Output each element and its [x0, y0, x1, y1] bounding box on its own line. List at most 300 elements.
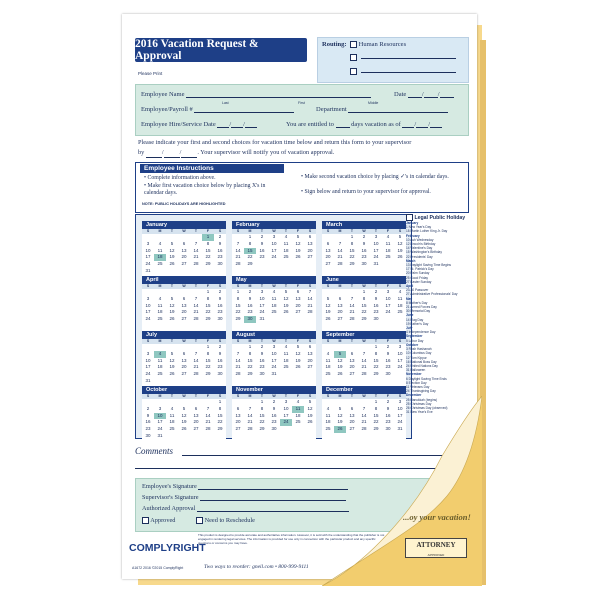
authorized-approval-field[interactable]: Authorized Approval — [142, 505, 349, 512]
calendar-day[interactable]: 26 — [169, 371, 175, 377]
calendar-day[interactable]: 23 — [259, 364, 265, 370]
calendar-day[interactable]: 10 — [385, 295, 391, 301]
calendar-day[interactable]: 8 — [206, 240, 210, 246]
calendar-day[interactable]: 4 — [284, 234, 288, 239]
calendar-day[interactable]: 10 — [145, 357, 151, 363]
calendar-day[interactable]: 27 — [307, 364, 313, 370]
calendar-day[interactable]: 16 — [385, 412, 391, 418]
calendar-day[interactable]: 19 — [325, 309, 331, 315]
calendar-day[interactable]: 1 — [202, 234, 214, 241]
calendar-day[interactable]: 26 — [337, 371, 343, 377]
calendar-day[interactable]: 27 — [337, 316, 343, 322]
calendar-day[interactable]: 26 — [295, 254, 301, 260]
calendar-day[interactable]: 18 — [397, 302, 403, 308]
calendar-day[interactable]: 4 — [284, 344, 288, 349]
calendar-day[interactable]: 27 — [181, 261, 187, 267]
calendar-day[interactable]: 7 — [248, 405, 252, 411]
calendar-day[interactable]: 8 — [236, 295, 240, 301]
calendar-day[interactable]: 30 — [259, 371, 265, 377]
calendar-day[interactable]: 13 — [181, 247, 187, 253]
calendar-day[interactable]: 2 — [218, 344, 222, 349]
calendar-day[interactable]: 3 — [272, 344, 276, 349]
calendar-day[interactable]: 7 — [350, 295, 354, 301]
calendar-day[interactable]: 12 — [169, 357, 175, 363]
calendar-day[interactable]: 21 — [193, 309, 199, 315]
calendar-day[interactable]: 8 — [362, 295, 366, 301]
calendar-day[interactable]: 10 — [271, 350, 277, 356]
calendar-day[interactable]: 26 — [283, 309, 289, 315]
calendar-day[interactable]: 10 — [271, 240, 277, 246]
calendar-day[interactable]: 21 — [235, 364, 241, 370]
calendar-day[interactable]: 27 — [181, 371, 187, 377]
calendar-day[interactable]: 8 — [374, 405, 378, 411]
calendar-day[interactable]: 28 — [361, 426, 367, 432]
calendar-day[interactable]: 6 — [350, 405, 354, 411]
calendar-day[interactable]: 12 — [325, 302, 331, 308]
calendar-day[interactable]: 22 — [373, 419, 379, 425]
calendar-day[interactable]: 22 — [235, 309, 241, 315]
calendar-day[interactable]: 8 — [374, 350, 378, 356]
calendar-day[interactable]: 6 — [308, 234, 312, 239]
calendar-day[interactable]: 4 — [398, 289, 402, 294]
calendar-day[interactable]: 25 — [283, 254, 289, 260]
calendar-day[interactable]: 27 — [349, 426, 355, 432]
calendar-day[interactable]: 18 — [157, 364, 163, 370]
calendar-day[interactable]: 13 — [349, 357, 355, 363]
calendar-day[interactable]: 24 — [157, 426, 163, 432]
calendar-day[interactable]: 28 — [247, 426, 253, 432]
calendar-day[interactable]: 13 — [181, 302, 187, 308]
calendar-day[interactable]: 3 — [146, 295, 150, 301]
calendar-day[interactable]: 18 — [325, 419, 331, 425]
calendar-day[interactable]: 16 — [217, 357, 223, 363]
calendar-day[interactable]: 22 — [217, 419, 223, 425]
calendar-day[interactable]: 13 — [295, 295, 301, 301]
calendar-day[interactable]: 5 — [398, 234, 402, 239]
calendar-day[interactable]: 5 — [296, 344, 300, 349]
calendar-day[interactable]: 2 — [218, 289, 222, 294]
calendar-day[interactable]: 30 — [217, 316, 223, 322]
calendar-day[interactable]: 19 — [169, 254, 175, 260]
calendar-day[interactable]: 25 — [169, 426, 175, 432]
calendar-day[interactable]: 29 — [247, 261, 253, 267]
calendar-day[interactable]: 28 — [337, 261, 343, 267]
calendar-day[interactable]: 8 — [206, 295, 210, 301]
calendar-day[interactable]: 29 — [205, 316, 211, 322]
calendar-day[interactable]: 4 — [158, 295, 162, 301]
calendar-day[interactable]: 18 — [283, 357, 289, 363]
calendar-day[interactable]: 24 — [145, 371, 151, 377]
calendar-day[interactable]: 28 — [193, 261, 199, 267]
calendar-day[interactable]: 20 — [193, 419, 199, 425]
calendar-day[interactable]: 16 — [259, 357, 265, 363]
calendar-day[interactable]: 17 — [397, 357, 403, 363]
calendar-day[interactable]: 4 — [170, 405, 174, 411]
calendar-day[interactable]: 27 — [307, 254, 313, 260]
routing-line-3[interactable] — [361, 72, 456, 73]
calendar-day[interactable]: 13 — [307, 240, 313, 246]
calendar-day[interactable]: 15 — [259, 412, 265, 418]
calendar-day[interactable]: 30 — [217, 261, 223, 267]
calendar-day[interactable]: 5 — [170, 240, 174, 246]
calendar-day[interactable]: 15 — [235, 302, 241, 308]
calendar-day[interactable]: 17 — [397, 412, 403, 418]
calendar-day[interactable]: 11 — [169, 412, 175, 418]
calendar-day[interactable]: 2 — [362, 234, 366, 239]
calendar-day[interactable]: 27 — [325, 261, 331, 267]
calendar-day[interactable]: 30 — [373, 316, 379, 322]
calendar-day[interactable]: 29 — [361, 316, 367, 322]
calendar-day[interactable]: 6 — [308, 344, 312, 349]
calendar-day[interactable]: 11 — [283, 350, 289, 356]
calendar-day[interactable]: 19 — [283, 302, 289, 308]
calendar-day[interactable]: 28 — [193, 371, 199, 377]
calendar-day[interactable]: 9 — [260, 240, 264, 246]
calendar-day[interactable]: 10 — [397, 350, 403, 356]
calendar-day[interactable]: 15 — [244, 248, 256, 255]
calendar-day[interactable]: 30 — [361, 261, 367, 267]
calendar-day[interactable]: 1 — [206, 344, 210, 349]
calendar-day[interactable]: 23 — [145, 426, 151, 432]
calendar-day[interactable]: 24 — [373, 254, 379, 260]
calendar-day[interactable]: 1 — [362, 289, 366, 294]
calendar-day[interactable]: 5 — [284, 289, 288, 294]
calendar-day[interactable]: 14 — [361, 412, 367, 418]
calendar-day[interactable]: 2 — [386, 399, 390, 404]
calendar-day[interactable]: 10 — [397, 405, 403, 411]
calendar-day[interactable]: 30 — [385, 426, 391, 432]
calendar-day[interactable]: 24 — [280, 419, 292, 426]
calendar-day[interactable]: 27 — [181, 316, 187, 322]
calendar-day[interactable]: 7 — [362, 405, 366, 411]
calendar-day[interactable]: 8 — [260, 405, 264, 411]
calendar-day[interactable]: 7 — [194, 240, 198, 246]
calendar-day[interactable]: 22 — [373, 364, 379, 370]
calendar-day[interactable]: 25 — [295, 419, 301, 425]
calendar-day[interactable]: 30 — [385, 371, 391, 377]
calendar-day[interactable]: 2 — [272, 399, 276, 404]
calendar-day[interactable]: 12 — [295, 240, 301, 246]
calendar-day[interactable]: 29 — [205, 371, 211, 377]
approved-checkbox[interactable] — [142, 517, 149, 524]
calendar-day[interactable]: 20 — [181, 364, 187, 370]
calendar-day[interactable]: 25 — [325, 371, 331, 377]
calendar-day[interactable]: 3 — [158, 405, 162, 411]
calendar-day[interactable]: 18 — [271, 302, 277, 308]
calendar-day[interactable]: 19 — [337, 419, 343, 425]
calendar-day[interactable]: 8 — [248, 240, 252, 246]
calendar-day[interactable]: 26 — [295, 364, 301, 370]
calendar-day[interactable]: 11 — [157, 302, 163, 308]
calendar-day[interactable]: 27 — [349, 371, 355, 377]
calendar-day[interactable]: 4 — [386, 234, 390, 239]
calendar-day[interactable]: 22 — [205, 254, 211, 260]
date-field[interactable]: Date / / — [394, 91, 454, 98]
calendar-day[interactable]: 20 — [349, 364, 355, 370]
calendar-day[interactable]: 29 — [217, 426, 223, 432]
calendar-day[interactable]: 26 — [334, 426, 346, 433]
return-day-input[interactable] — [164, 157, 180, 158]
calendar-day[interactable]: 21 — [349, 309, 355, 315]
calendar-day[interactable]: 16 — [271, 412, 277, 418]
calendar-day[interactable]: 15 — [205, 247, 211, 253]
calendar-day[interactable]: 9 — [374, 295, 378, 301]
calendar-day[interactable]: 17 — [385, 302, 391, 308]
calendar-day[interactable]: 10 — [154, 413, 166, 420]
calendar-day[interactable]: 11 — [292, 406, 304, 413]
calendar-day[interactable]: 21 — [193, 364, 199, 370]
calendar-day[interactable]: 28 — [193, 316, 199, 322]
calendar-day[interactable]: 26 — [181, 426, 187, 432]
calendar-day[interactable]: 28 — [361, 371, 367, 377]
calendar-day[interactable]: 25 — [157, 371, 163, 377]
hire-date-field[interactable]: Employee Hire/Service Date / / — [141, 121, 257, 128]
calendar-day[interactable]: 11 — [385, 240, 391, 246]
calendar-day[interactable]: 19 — [337, 364, 343, 370]
calendar-day[interactable]: 5 — [338, 405, 342, 411]
calendar-day[interactable]: 4 — [326, 350, 330, 356]
calendar-day[interactable]: 4 — [158, 240, 162, 246]
calendar-day[interactable]: 30 — [271, 426, 277, 432]
calendar-day[interactable]: 26 — [397, 254, 403, 260]
calendar-day[interactable]: 21 — [193, 254, 199, 260]
calendar-day[interactable]: 22 — [247, 364, 253, 370]
calendar-day[interactable]: 11 — [271, 295, 277, 301]
calendar-day[interactable]: 19 — [307, 412, 313, 418]
calendar-day[interactable]: 6 — [182, 350, 186, 356]
calendar-day[interactable]: 11 — [157, 357, 163, 363]
calendar-day[interactable]: 23 — [217, 364, 223, 370]
calendar-day[interactable]: 11 — [157, 247, 163, 253]
calendar-day[interactable]: 28 — [235, 371, 241, 377]
calendar-day[interactable]: 29 — [205, 261, 211, 267]
calendar-day[interactable]: 6 — [338, 295, 342, 301]
calendar-day[interactable]: 21 — [307, 302, 313, 308]
calendar-day[interactable]: 30 — [217, 371, 223, 377]
calendar-day[interactable]: 17 — [145, 254, 151, 260]
calendar-day[interactable]: 10 — [283, 405, 289, 411]
calendar-day[interactable]: 2 — [248, 289, 252, 294]
calendar-day[interactable]: 25 — [397, 309, 403, 315]
calendar-day[interactable]: 12 — [181, 412, 187, 418]
calendar-day[interactable]: 8 — [350, 240, 354, 246]
calendar-day[interactable]: 19 — [169, 364, 175, 370]
calendar-day[interactable]: 25 — [283, 364, 289, 370]
calendar-day[interactable]: 24 — [385, 309, 391, 315]
calendar-day[interactable]: 23 — [385, 364, 391, 370]
calendar-day[interactable]: 7 — [338, 240, 342, 246]
calendar-day[interactable]: 7 — [236, 350, 240, 356]
calendar-day[interactable]: 10 — [145, 247, 151, 253]
calendar-day[interactable]: 3 — [272, 234, 276, 239]
calendar-day[interactable]: 17 — [283, 412, 289, 418]
calendar-day[interactable]: 26 — [307, 419, 313, 425]
calendar-day[interactable]: 13 — [337, 302, 343, 308]
calendar-day[interactable]: 13 — [307, 350, 313, 356]
calendar-day[interactable]: 9 — [272, 405, 276, 411]
calendar-day[interactable]: 5 — [170, 350, 174, 356]
calendar-day[interactable]: 7 — [308, 289, 312, 294]
calendar-day[interactable]: 16 — [217, 247, 223, 253]
calendar-day[interactable]: 5 — [308, 399, 312, 404]
calendar-day[interactable]: 14 — [235, 357, 241, 363]
calendar-day[interactable]: 9 — [218, 240, 222, 246]
calendar-day[interactable]: 23 — [247, 309, 253, 315]
calendar-day[interactable]: 24 — [259, 309, 265, 315]
calendar-day[interactable]: 19 — [181, 419, 187, 425]
calendar-day[interactable]: 26 — [325, 316, 331, 322]
calendar-day[interactable]: 20 — [181, 309, 187, 315]
calendar-day[interactable]: 3 — [146, 240, 150, 246]
calendar-day[interactable]: 15 — [373, 357, 379, 363]
calendar-day[interactable]: 17 — [157, 419, 163, 425]
calendar-day[interactable]: 17 — [373, 247, 379, 253]
calendar-day[interactable]: 9 — [260, 350, 264, 356]
calendar-day[interactable]: 19 — [295, 247, 301, 253]
reschedule-option[interactable]: Need to Reschedule — [196, 517, 255, 524]
calendar-day[interactable]: 15 — [361, 302, 367, 308]
calendar-day[interactable]: 23 — [259, 254, 265, 260]
calendar-day[interactable]: 26 — [169, 316, 175, 322]
calendar-day[interactable]: 1 — [236, 289, 240, 294]
calendar-day[interactable]: 2 — [260, 344, 264, 349]
calendar-day[interactable]: 7 — [194, 295, 198, 301]
calendar-day[interactable]: 7 — [362, 350, 366, 356]
calendar-day[interactable]: 11 — [283, 240, 289, 246]
calendar-day[interactable]: 10 — [259, 295, 265, 301]
calendar-day[interactable]: 1 — [260, 399, 264, 404]
calendar-day[interactable]: 5 — [182, 405, 186, 411]
calendar-day[interactable]: 1 — [374, 344, 378, 349]
calendar-day[interactable]: 30 — [145, 433, 151, 438]
calendar-day[interactable]: 16 — [361, 247, 367, 253]
calendar-day[interactable]: 16 — [385, 357, 391, 363]
calendar-day[interactable]: 13 — [325, 247, 331, 253]
calendar-day[interactable]: 22 — [259, 419, 265, 425]
calendar-day[interactable]: 19 — [169, 309, 175, 315]
calendar-day[interactable]: 13 — [349, 412, 355, 418]
calendar-day[interactable]: 12 — [307, 405, 313, 411]
calendar-day[interactable]: 15 — [217, 412, 223, 418]
calendar-day[interactable]: 22 — [205, 364, 211, 370]
calendar-day[interactable]: 15 — [373, 412, 379, 418]
calendar-day[interactable]: 23 — [217, 309, 223, 315]
calendar-day[interactable]: 20 — [337, 309, 343, 315]
return-month-input[interactable] — [146, 157, 162, 158]
calendar-day[interactable]: 1 — [248, 234, 252, 239]
calendar-day[interactable]: 22 — [205, 309, 211, 315]
calendar-day[interactable]: 29 — [349, 261, 355, 267]
calendar-day[interactable]: 31 — [373, 261, 379, 267]
entitlement-field[interactable]: You are entitled to days vacation as of / / — [286, 121, 442, 128]
calendar-day[interactable]: 1 — [206, 289, 210, 294]
calendar-day[interactable]: 28 — [349, 316, 355, 322]
calendar-day[interactable]: 28 — [307, 309, 313, 315]
calendar-day[interactable]: 24 — [145, 316, 151, 322]
routing-line-2[interactable] — [361, 58, 456, 59]
calendar-day[interactable]: 1 — [248, 344, 252, 349]
calendar-day[interactable]: 29 — [373, 426, 379, 432]
calendar-day[interactable]: 2 — [218, 234, 222, 239]
return-year-input[interactable] — [181, 157, 197, 158]
calendar-day[interactable]: 15 — [205, 357, 211, 363]
calendar-day[interactable]: 31 — [145, 378, 151, 383]
calendar-day[interactable]: 21 — [235, 254, 241, 260]
calendar-day[interactable]: 16 — [145, 419, 151, 425]
calendar-day[interactable]: 26 — [169, 261, 175, 267]
calendar-day[interactable]: 24 — [271, 254, 277, 260]
calendar-day[interactable]: 3 — [398, 399, 402, 404]
calendar-day[interactable]: 13 — [193, 412, 199, 418]
calendar-day[interactable]: 3 — [146, 350, 150, 356]
calendar-day[interactable]: 24 — [271, 364, 277, 370]
calendar-day[interactable]: 12 — [283, 295, 289, 301]
calendar-day[interactable]: 18 — [385, 247, 391, 253]
calendar-day[interactable]: 9 — [218, 350, 222, 356]
calendar-day[interactable]: 29 — [373, 371, 379, 377]
calendar-day[interactable]: 23 — [217, 254, 223, 260]
calendar-day[interactable]: 21 — [361, 364, 367, 370]
calendar-day[interactable]: 6 — [194, 405, 198, 411]
calendar-day[interactable]: 14 — [193, 247, 199, 253]
calendar-day[interactable]: 4 — [296, 399, 300, 404]
calendar-day[interactable]: 5 — [170, 295, 174, 301]
calendar-day[interactable]: 4 — [272, 289, 276, 294]
calendar-day[interactable]: 31 — [157, 433, 163, 438]
calendar-day[interactable]: 12 — [169, 247, 175, 253]
calendar-day[interactable]: 9 — [386, 350, 390, 356]
calendar-day[interactable]: 6 — [350, 350, 354, 356]
payroll-field[interactable] — [141, 106, 294, 113]
calendar-day[interactable]: 18 — [283, 247, 289, 253]
calendar-day[interactable]: 3 — [284, 399, 288, 404]
employee-name-field[interactable] — [141, 91, 371, 98]
calendar-day[interactable]: 22 — [247, 254, 253, 260]
calendar-day[interactable]: 9 — [218, 295, 222, 301]
calendar-day[interactable]: 20 — [307, 247, 313, 253]
calendar-day[interactable]: 5 — [296, 234, 300, 239]
calendar-day[interactable]: 6 — [326, 240, 330, 246]
calendar-day[interactable]: 2 — [386, 344, 390, 349]
calendar-day[interactable]: 14 — [247, 412, 253, 418]
calendar-day[interactable]: 15 — [205, 302, 211, 308]
calendar-day[interactable]: 18 — [325, 364, 331, 370]
calendar-day[interactable]: 5 — [326, 295, 330, 301]
calendar-day[interactable]: 1 — [350, 234, 354, 239]
calendar-day[interactable]: 20 — [307, 357, 313, 363]
calendar-day[interactable]: 21 — [361, 419, 367, 425]
calendar-day[interactable]: 24 — [145, 261, 151, 267]
calendar-day[interactable]: 9 — [146, 412, 150, 418]
calendar-day[interactable]: 12 — [337, 357, 343, 363]
calendar-day[interactable]: 2 — [260, 234, 264, 239]
calendar-day[interactable]: 2 — [146, 405, 150, 411]
calendar-day[interactable]: 20 — [235, 419, 241, 425]
routing-hr-checkbox[interactable] — [350, 41, 357, 48]
calendar-day[interactable]: 20 — [181, 254, 187, 260]
calendar-day[interactable]: 31 — [271, 371, 277, 377]
calendar-day[interactable]: 24 — [397, 364, 403, 370]
supervisor-signature-field[interactable]: Supervisor's Signature — [142, 494, 346, 501]
calendar-day[interactable]: 25 — [385, 254, 391, 260]
calendar-day[interactable]: 6 — [236, 405, 240, 411]
calendar-day[interactable]: 15 — [247, 357, 253, 363]
calendar-day[interactable]: 27 — [235, 426, 241, 432]
calendar-day[interactable]: 25 — [271, 309, 277, 315]
calendar-day[interactable]: 23 — [361, 254, 367, 260]
calendar-day[interactable]: 14 — [337, 247, 343, 253]
calendar-day[interactable]: 11 — [325, 357, 331, 363]
